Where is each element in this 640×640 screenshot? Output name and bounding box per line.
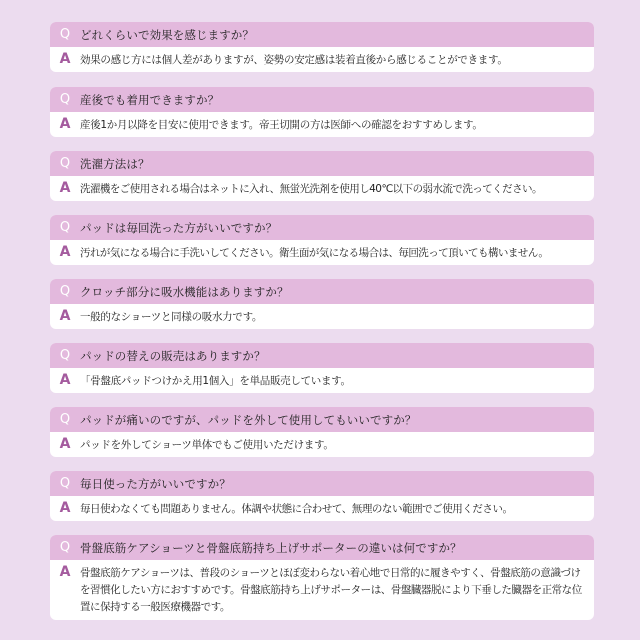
a-badge: A [59,500,71,516]
answer-row [50,368,594,390]
a-badge: A [59,180,71,196]
a-badge: A [59,372,71,388]
answer-text: 骨盤底筋ケアショーツは、普段のショーツとほぼ変わらない着心地で日常的に履きやすく、骨盤底筋の意識づけを習慣化したい方におすすめです。骨盤底筋持ち上げサポーターは、骨盤臓器脱により下垂した臓器を正常な位置に保持する一般医療機器です。 [80,567,582,613]
answer-row [50,560,594,616]
q-badge: Q [59,348,71,363]
question-row [50,87,594,112]
question-row [50,407,594,432]
a-badge: A [59,116,71,132]
answer-text: 「骨盤底パッドつけかえ用1個入」を単品販売しています。 [80,375,351,387]
answer-text: パッドを外してショーツ単体でもご使用いただけます。 [80,439,334,451]
a-badge: A [59,308,71,324]
question-text: 毎日使った方がいいですか？ [80,476,231,491]
question-text: パッドは毎回洗った方がいいですか？ [80,220,278,235]
answer-text: 毎日使わなくても問題ありません。体調や状態に合わせて、無理のない範囲でご使用ください。 [80,503,513,515]
q-badge: Q [59,27,71,42]
answer-row [50,240,594,262]
question-row [50,279,594,304]
a-badge: A [59,436,71,452]
faq-item-7 [50,407,594,457]
question-text: パッドが痛いのですが、パッドを外して使用してもいいですか？ [80,412,417,427]
question-row [50,471,594,496]
answer-row [50,47,594,69]
q-badge: Q [59,412,71,427]
question-row [50,215,594,240]
q-badge: Q [59,220,71,235]
a-badge: A [59,564,71,580]
answer-text: 洗濯機をご使用される場合はネットに入れ、無蛍光洗剤を使用し40℃以下の弱水流で洗ってください。 [80,183,542,195]
answer-row [50,496,594,518]
faq-item-1 [50,22,594,72]
q-badge: Q [59,92,71,107]
faq-item-2 [50,87,594,137]
a-badge: A [59,51,71,67]
question-text: どれくらいで効果を感じますか？ [80,27,254,42]
question-text: クロッチ部分に吸水機能はありますか？ [80,284,289,299]
question-row [50,343,594,368]
answer-text: 汚れが気になる場合に手洗いしてください。衛生面が気になる場合は、毎回洗って頂いても構いません。 [80,247,549,259]
faq-item-5 [50,279,594,329]
question-text: 洗濯方法は？ [80,156,150,171]
answer-row [50,176,594,198]
q-badge: Q [59,540,71,555]
answer-row [50,304,594,326]
answer-text: 産後1か月以降を目安に使用できます。帝王切開の方は医師への確認をおすすめします。 [80,119,483,131]
a-badge: A [59,244,71,260]
answer-row [50,432,594,454]
question-text: 産後でも着用できますか？ [80,92,220,107]
faq-item-4 [50,215,594,265]
q-badge: Q [59,284,71,299]
answer-text: 効果の感じ方には個人差がありますが、姿勢の安定感は装着直後から感じることができます。 [80,54,508,66]
question-row [50,535,594,560]
question-row [50,151,594,176]
faq-item-3 [50,151,594,201]
q-badge: Q [59,156,71,171]
question-text: 骨盤底筋ケアショーツと骨盤底筋持ち上げサポーターの違いは何ですか？ [80,540,462,555]
answer-text: 一般的なショーツと同様の吸水力です。 [80,311,263,323]
answer-row [50,112,594,134]
faq-item-6 [50,343,594,393]
q-badge: Q [59,476,71,491]
question-row [50,22,594,47]
faq-item-8 [50,471,594,521]
faq-item-9 [50,535,594,620]
question-text: パッドの替えの販売はありますか？ [80,348,266,363]
